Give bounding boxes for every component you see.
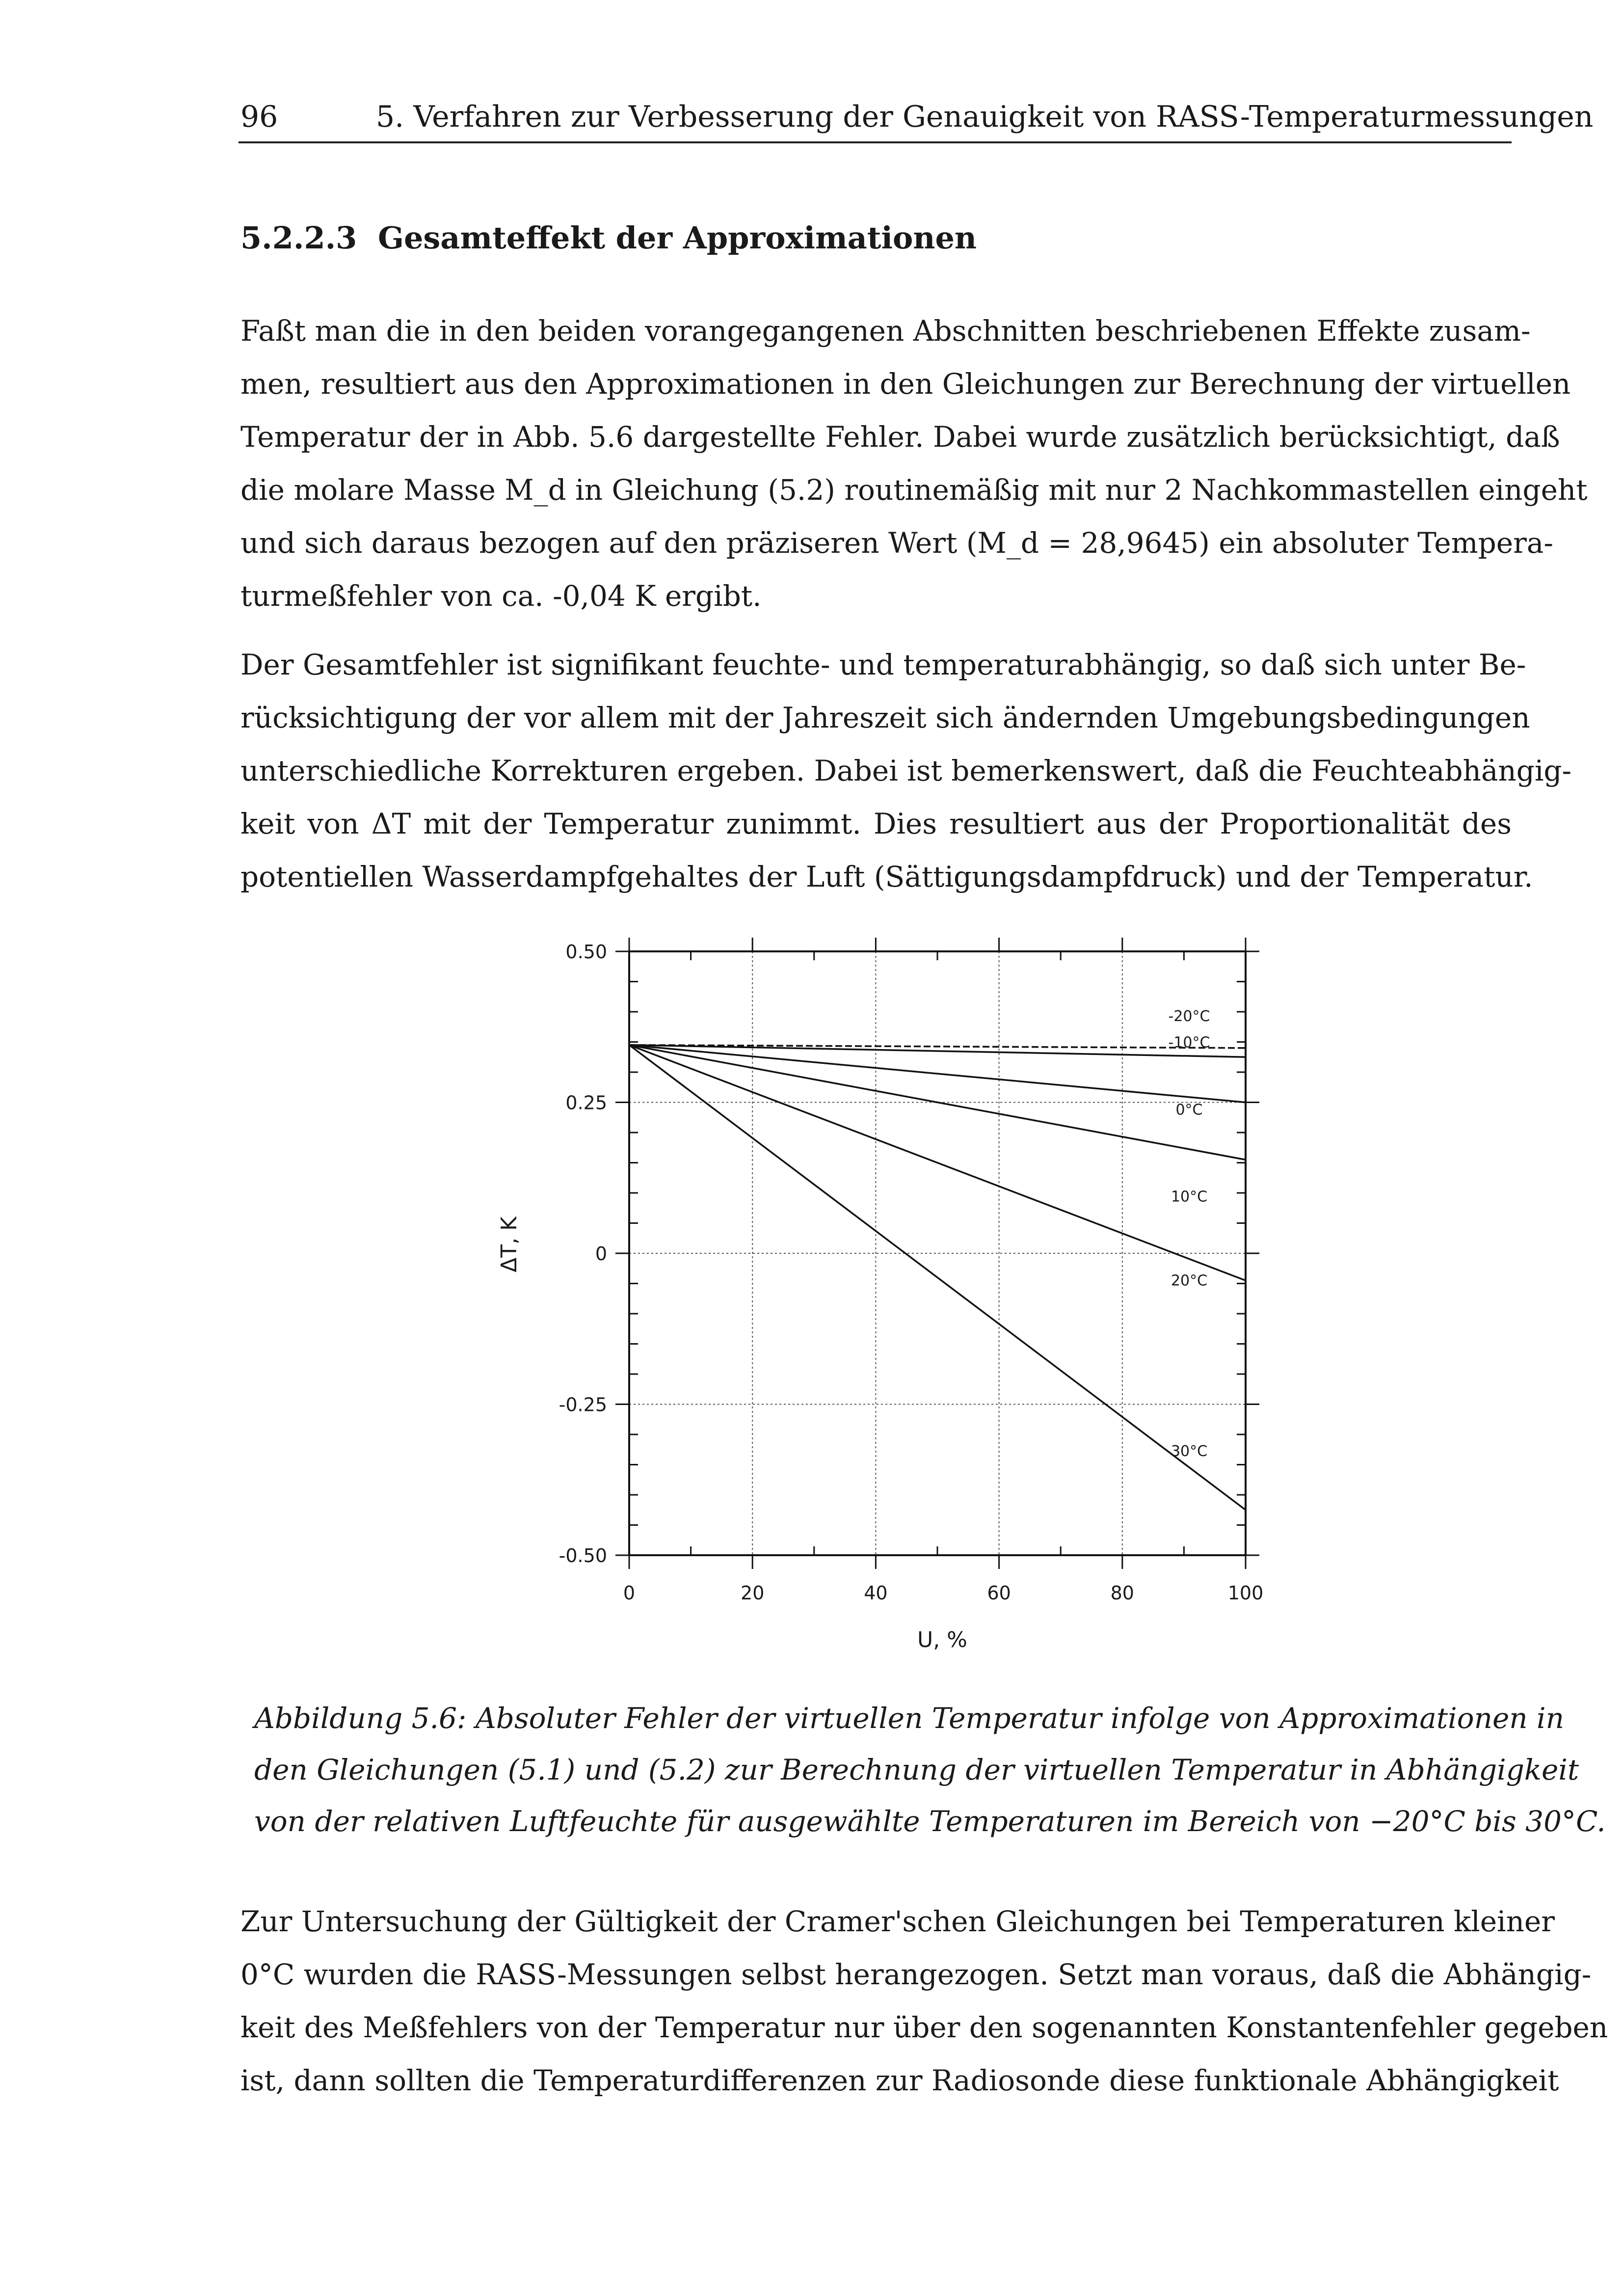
caption-line: von der relativen Luftfeuchte für ausgewählte Temperaturen im Bereich von −20°C bis 30°C. [254, 1805, 1606, 1838]
chart-frame [629, 951, 1246, 1555]
y-tick-label: 0 [595, 1243, 607, 1265]
text-line: keit des Meßfehlers von der Temperatur nur über den sogenannten Konstantenfehler gegeben [240, 2011, 1608, 2044]
text-line: ist, dann sollten die Temperaturdifferenzen zur Radiosonde diese funktionale Abhängigkeit [240, 2064, 1559, 2097]
text-line: men, resultiert aus den Approximationen in den Gleichungen zur Berechnung der virtuellen [240, 367, 1571, 401]
text-line: rücksichtigung der vor allem mit der Jahreszeit sich ändernden Umgebungsbedingungen [240, 701, 1530, 734]
x-tick-label: 20 [741, 1582, 765, 1604]
chart-labels [1169, 1008, 1210, 1460]
series-label: 0°C [1175, 1101, 1203, 1119]
x-tick-label: 40 [864, 1582, 888, 1604]
x-tick-label: 60 [987, 1582, 1011, 1604]
section-number: 5.2.2.3 [240, 220, 357, 256]
x-axis-label: U, % [917, 1627, 967, 1652]
text-line: Zur Untersuchung der Gültigkeit der Cramer'schen Gleichungen bei Temperaturen kleiner [240, 1905, 1555, 1938]
page-number: 96 [240, 100, 278, 134]
y-tick-label: -0.25 [559, 1394, 607, 1416]
series-label: 30°C [1171, 1442, 1208, 1460]
caption-line: den Gleichungen (5.1) und (5.2) zur Berechnung der virtuellen Temperatur in Abhängigkeit [254, 1753, 1579, 1786]
text-line: keit von ΔT mit der Temperatur zunimmt. Dies resultiert aus der Proportionalität des [240, 807, 1512, 840]
text-line: die molare Masse M_d in Gleichung (5.2) routinemäßig mit nur 2 Nachkommastellen eingeht [240, 473, 1588, 507]
caption-line: Abbildung 5.6: Absoluter Fehler der virtuellen Temperatur infolge von Approximationen in [254, 1702, 1564, 1735]
section-title: Gesamteffekt der Approximationen [378, 220, 977, 256]
series-label: 20°C [1171, 1272, 1208, 1290]
series-line [629, 1045, 1246, 1510]
series-line [629, 1045, 1246, 1103]
x-tick-label: 0 [623, 1582, 636, 1604]
x-tick-label: 100 [1227, 1582, 1264, 1604]
y-tick-label: -0.50 [559, 1545, 607, 1567]
paragraph-3 [240, 1895, 1608, 2107]
series-label: 10°C [1171, 1188, 1208, 1206]
y-tick-label: 0.50 [565, 941, 607, 963]
series-label: -10°C [1168, 1034, 1210, 1052]
chart-ticks [559, 938, 1264, 1604]
text-line: 0°C wurden die RASS-Messungen selbst herangezogen. Setzt man voraus, daß die Abhängig- [240, 1958, 1592, 1991]
y-tick-label: 0.25 [565, 1092, 607, 1114]
figure-caption [254, 1693, 1606, 1847]
text-line: potentiellen Wasserdampfgehaltes der Luft (Sättigungsdampfdruck) und der Temperatur. [240, 860, 1533, 893]
y-axis-label: ΔT, K [497, 1216, 522, 1272]
series-line [629, 1045, 1246, 1160]
x-tick-label: 80 [1110, 1582, 1134, 1604]
text-line: und sich daraus bezogen auf den präziseren Wert (M_d = 28,9645) ein absoluter Tempera- [240, 526, 1553, 560]
text-line: Faßt man die in den beiden vorangegangenen Abschnitten beschriebenen Effekte zusam- [240, 314, 1531, 348]
running-title: 5. Verfahren zur Verbesserung der Genauigkeit von RASS-Temperaturmessungen [376, 100, 1594, 134]
text-line: Temperatur der in Abb. 5.6 dargestellte Fehler. Dabei wurde zusätzlich berücksichtigt, daß [240, 420, 1560, 454]
series-label: -20°C [1168, 1007, 1210, 1025]
text-line: unterschiedliche Korrekturen ergeben. Dabei ist bemerkenswert, daß die Feuchteabhängig- [240, 754, 1572, 787]
chart-series [629, 1045, 1246, 1510]
series-line [629, 1045, 1246, 1281]
chart-grid [629, 951, 1246, 1555]
text-line: turmeßfehler von ca. -0,04 K ergibt. [240, 579, 762, 613]
text-line: Der Gesamtfehler ist signifikant feuchte- und temperaturabhängig, so daß sich unter Be- [240, 648, 1526, 681]
